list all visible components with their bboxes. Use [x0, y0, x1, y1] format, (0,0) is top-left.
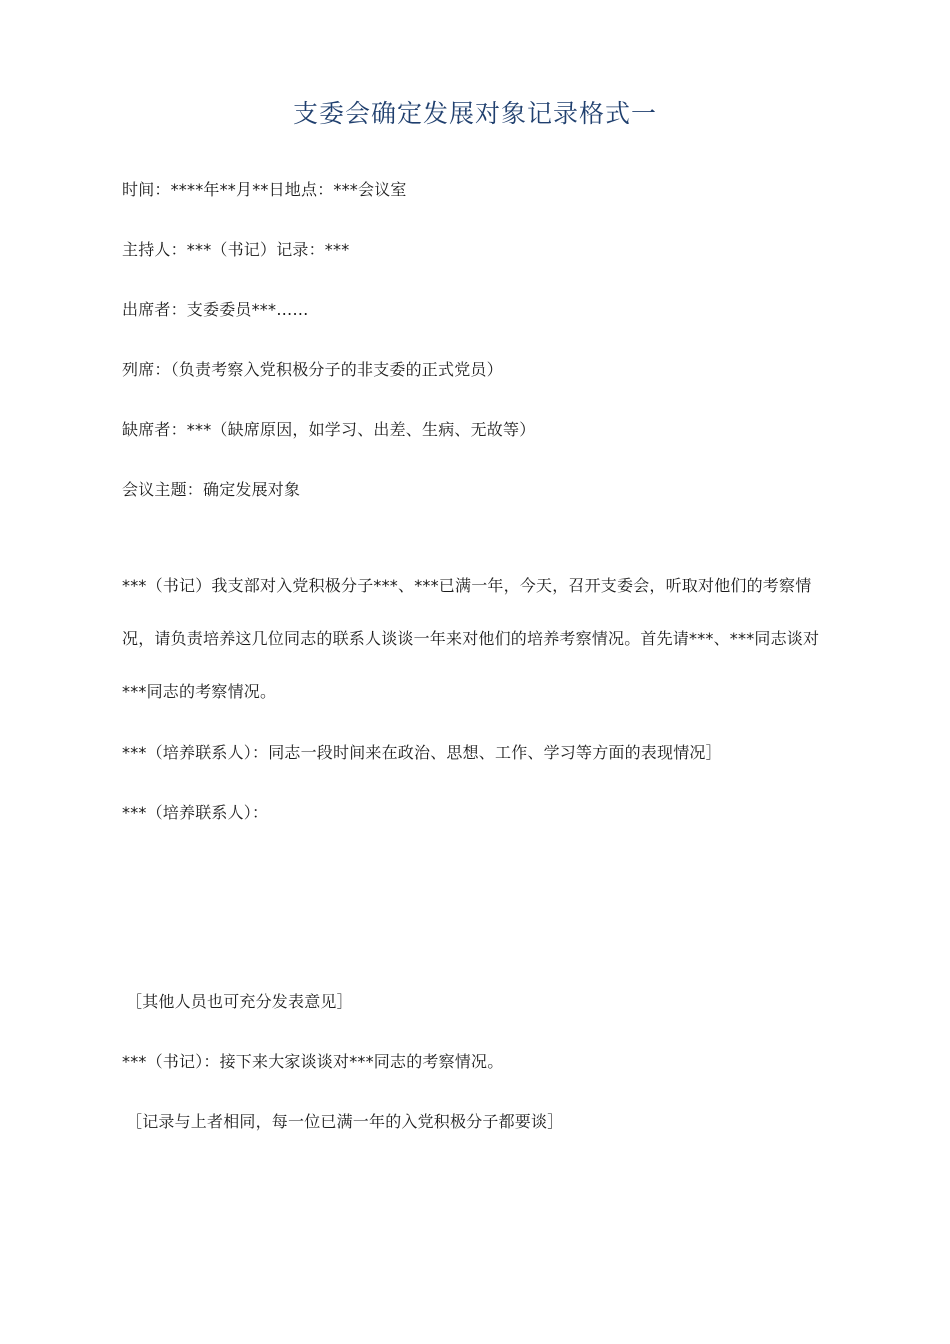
absent-line: 缺席者：***（缺席原因，如学习、出差、生病、无故等）: [122, 420, 536, 439]
note-repeat: ［记录与上者相同，每一位已满一年的入党积极分子都要谈］: [126, 1112, 564, 1131]
note-others: ［其他人员也可充分发表意见］: [126, 992, 353, 1011]
opening-paragraph: ***（书记）我支部对入党积极分子***、***已满一年，今天，召开支委会，听取对他们的考察情况，请负责培养这几位同志的联系人谈谈一年来对他们的培养考察情况。首先请***、***同志谈对***同志的考察情况。: [122, 576, 820, 701]
document-title: 支委会确定发展对象记录格式一: [292, 99, 657, 128]
secretary-next-line: ***（书记）：接下来大家谈谈对***同志的考察情况。: [122, 1052, 504, 1071]
contact-statement-2: ***（培养联系人）：: [122, 803, 269, 822]
host-recorder-line: 主持人：***（书记）记录：***: [122, 240, 350, 259]
contact-statement-1: ***（培养联系人）：同志一段时间来在政治、思想、工作、学习等方面的表现情况］: [122, 743, 722, 762]
topic-line: 会议主题：确定发展对象: [122, 480, 301, 499]
attendees-line: 出席者：支委委员***……: [122, 300, 309, 319]
observers-line: 列席：（负责考察入党积极分子的非支委的正式党员）: [122, 360, 503, 379]
time-place-line: 时间：****年**月**日地点：***会议室: [122, 180, 407, 199]
